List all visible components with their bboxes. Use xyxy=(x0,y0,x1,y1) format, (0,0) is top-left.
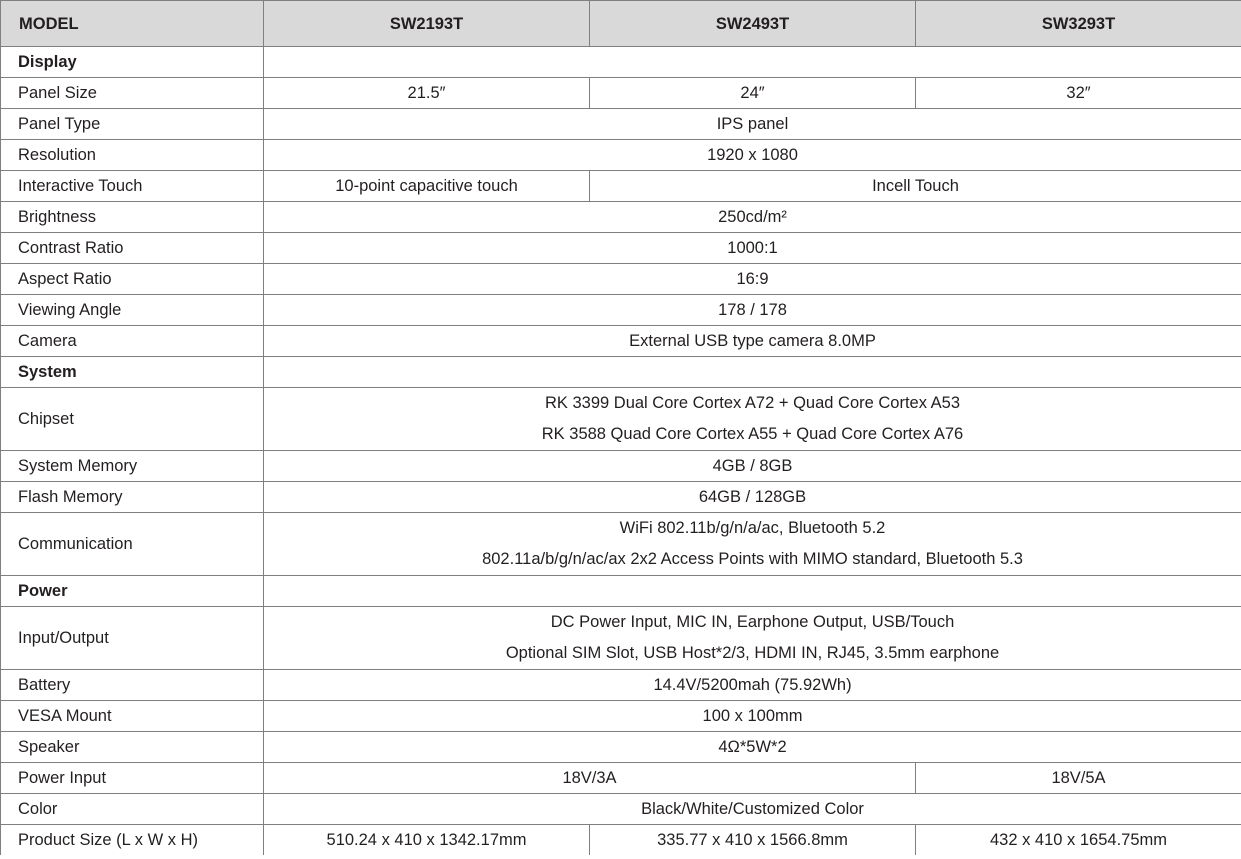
spec-label: VESA Mount xyxy=(1,701,264,732)
spec-label: Panel Type xyxy=(1,109,264,140)
spec-label: Viewing Angle xyxy=(1,295,264,326)
table-row xyxy=(1,233,1241,264)
spec-label: Communication xyxy=(1,513,264,576)
spec-value: 250cd/m² xyxy=(264,202,1241,233)
section-row xyxy=(1,47,1241,78)
spec-label: Brightness xyxy=(1,202,264,233)
spec-value xyxy=(264,513,1241,576)
spec-label: Flash Memory xyxy=(1,482,264,513)
table-row xyxy=(1,451,1241,482)
table-row xyxy=(1,825,1241,856)
spec-value: 1000:1 xyxy=(264,233,1241,264)
table-row xyxy=(1,513,1241,576)
section-row xyxy=(1,357,1241,388)
section-empty-cell xyxy=(264,47,1241,78)
spec-table-body xyxy=(1,47,1241,856)
table-row xyxy=(1,202,1241,233)
spec-label: Interactive Touch xyxy=(1,171,264,202)
table-row xyxy=(1,326,1241,357)
table-row xyxy=(1,78,1241,109)
spec-value: External USB type camera 8.0MP xyxy=(264,326,1241,357)
spec-label: Battery xyxy=(1,670,264,701)
spec-label: Contrast Ratio xyxy=(1,233,264,264)
spec-value: 64GB / 128GB xyxy=(264,482,1241,513)
spec-label: Camera xyxy=(1,326,264,357)
spec-value: 4GB / 8GB xyxy=(264,451,1241,482)
spec-label: System Memory xyxy=(1,451,264,482)
spec-label: Panel Size xyxy=(1,78,264,109)
section-row xyxy=(1,576,1241,607)
spec-value xyxy=(264,388,1241,451)
spec-value: 21.5″ xyxy=(264,78,590,109)
spec-label: Chipset xyxy=(1,388,264,451)
table-row xyxy=(1,264,1241,295)
model-column-header: SW2193T xyxy=(264,1,590,47)
table-row xyxy=(1,171,1241,202)
table-row xyxy=(1,388,1241,451)
spec-value: 14.4V/5200mah (75.92Wh) xyxy=(264,670,1241,701)
spec-value: 4Ω*5W*2 xyxy=(264,732,1241,763)
spec-value: 178 / 178 xyxy=(264,295,1241,326)
spec-value: Black/White/Customized Color xyxy=(264,794,1241,825)
spec-value: 100 x 100mm xyxy=(264,701,1241,732)
spec-value: 16:9 xyxy=(264,264,1241,295)
spec-value: 432 x 410 x 1654.75mm xyxy=(916,825,1241,856)
table-row xyxy=(1,732,1241,763)
model-column-header: SW2493T xyxy=(590,1,916,47)
spec-value-line: RK 3399 Dual Core Cortex A72 + Quad Core Cortex A53 xyxy=(544,394,961,412)
spec-label: Resolution xyxy=(1,140,264,171)
spec-value: 1920 x 1080 xyxy=(264,140,1241,171)
table-row xyxy=(1,295,1241,326)
section-heading: Display xyxy=(1,47,264,78)
model-column-header: SW3293T xyxy=(916,1,1241,47)
section-empty-cell xyxy=(264,576,1241,607)
spec-value: 18V/5A xyxy=(916,763,1241,794)
table-row xyxy=(1,482,1241,513)
section-heading: Power xyxy=(1,576,264,607)
spec-value: 510.24 x 410 x 1342.17mm xyxy=(264,825,590,856)
spec-value: IPS panel xyxy=(264,109,1241,140)
spec-value xyxy=(264,607,1241,670)
section-empty-cell xyxy=(264,357,1241,388)
spec-label: Color xyxy=(1,794,264,825)
spec-value: 18V/3A xyxy=(264,763,916,794)
spec-value: 10-point capacitive touch xyxy=(264,171,590,202)
spec-value: 24″ xyxy=(590,78,916,109)
spec-value-line: RK 3588 Quad Core Cortex A55 + Quad Core Cortex A76 xyxy=(541,425,964,443)
spec-value: 335.77 x 410 x 1566.8mm xyxy=(590,825,916,856)
spec-label: Product Size (L x W x H) xyxy=(1,825,264,856)
table-row xyxy=(1,670,1241,701)
spec-value-line: 802.11a/b/g/n/ac/ax 2x2 Access Points with MIMO standard, Bluetooth 5.3 xyxy=(482,550,1023,568)
header-row xyxy=(1,1,1241,47)
table-row xyxy=(1,763,1241,794)
table-row xyxy=(1,794,1241,825)
spec-label: Input/Output xyxy=(1,607,264,670)
spec-label: Power Input xyxy=(1,763,264,794)
table-row xyxy=(1,140,1241,171)
model-header: MODEL xyxy=(1,1,264,47)
spec-value: 32″ xyxy=(916,78,1241,109)
table-row xyxy=(1,109,1241,140)
table-row xyxy=(1,701,1241,732)
section-heading: System xyxy=(1,357,264,388)
spec-value: Incell Touch xyxy=(590,171,1241,202)
spec-label: Aspect Ratio xyxy=(1,264,264,295)
table-row xyxy=(1,607,1241,670)
spec-value-line: Optional SIM Slot, USB Host*2/3, HDMI IN, RJ45, 3.5mm earphone xyxy=(505,644,1000,662)
spec-value-line: WiFi 802.11b/g/n/a/ac, Bluetooth 5.2 xyxy=(619,519,886,537)
spec-value-line: DC Power Input, MIC IN, Earphone Output, USB/Touch xyxy=(550,613,955,631)
spec-label: Speaker xyxy=(1,732,264,763)
